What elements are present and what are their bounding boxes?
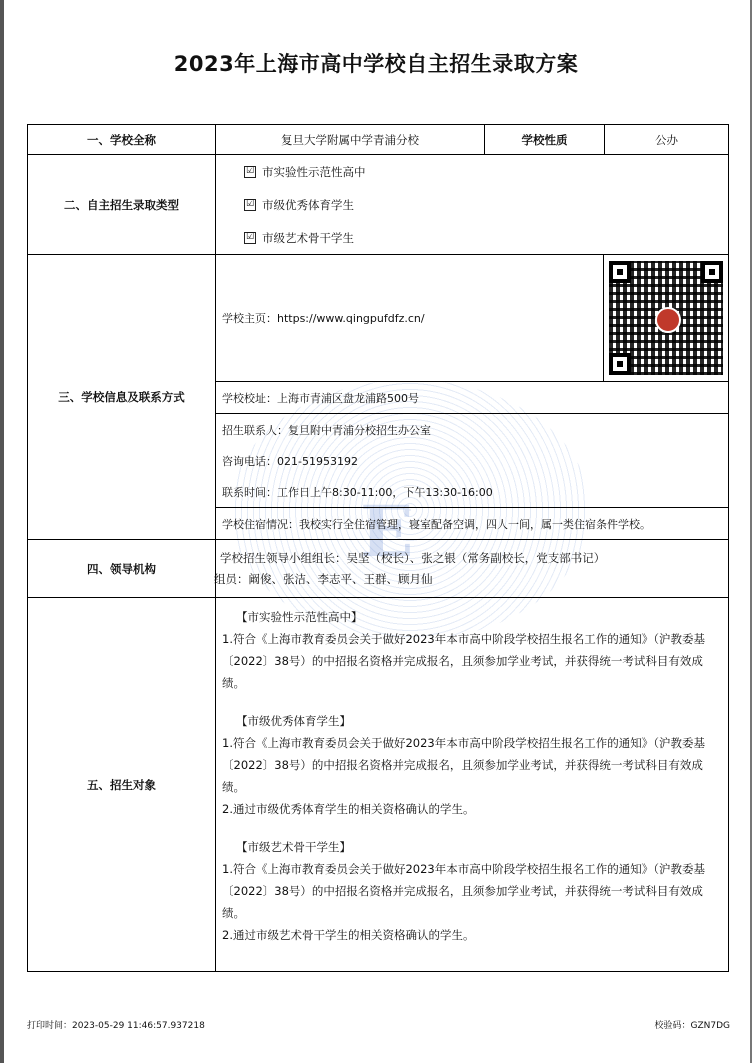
leadership-members: 组员：阚俊、张洁、李志平、王群、顾月仙 [214, 571, 433, 586]
admission-type-label: 市级艺术骨干学生 [262, 230, 354, 245]
verification-code: 校验码：GZN7DG [654, 1021, 730, 1031]
checkbox-checked-icon: ☑ [245, 199, 255, 209]
dormitory-info: 学校住宿情况：我校实行全住宿管理，寝室配备空调，四人一间，属一类住宿条件学校。 [222, 517, 651, 531]
school-seal-icon [655, 307, 681, 333]
row-label-admission-targets: 五、招生对象 [28, 598, 216, 972]
admission-type-label: 市实验性示范性高中 [262, 164, 366, 179]
requirement-line: 2.通过市级优秀体育学生的相关资格确认的学生。 [222, 802, 475, 816]
checkbox-checked-icon: ☑ [245, 232, 255, 242]
contact-phone: 咨询电话：021-51953192 [222, 454, 358, 468]
section-heading: 【市级优秀体育学生】 [236, 714, 351, 728]
admission-contact: 招生联系人：复旦附中青浦分校招生办公室 [222, 423, 431, 437]
admission-type-label: 市级优秀体育学生 [262, 197, 354, 212]
school-address: 学校校址：上海市青浦区盘龙浦路500号 [216, 382, 728, 414]
qr-code-image [609, 261, 723, 375]
print-time: 打印时间：2023-05-29 11:46:57.937218 [27, 1021, 205, 1031]
school-info-cell [216, 255, 729, 540]
watermark-logo: E [360, 490, 414, 573]
row-label-school-info: 三、学校信息及联系方式 [28, 255, 216, 540]
section-heading: 【市实验性示范性高中】 [236, 610, 363, 624]
document-title: 2023年上海市高中学校自主招生录取方案 [173, 52, 579, 76]
requirement-line: 2.通过市级艺术骨干学生的相关资格确认的学生。 [222, 928, 475, 942]
school-nature-label: 学校性质 [485, 125, 605, 155]
admission-type-item [216, 188, 728, 221]
admission-table [27, 124, 729, 972]
school-homepage: 学校主页：https://www.qingpufdfz.cn/ [222, 312, 425, 325]
school-name: 复旦大学附属中学青浦分校 [216, 125, 485, 155]
admission-type-item [216, 221, 728, 254]
section-heading: 【市级艺术骨干学生】 [236, 840, 351, 854]
requirement-line: 1.符合《上海市教育委员会关于做好2023年本市高中阶段学校招生报名工作的通知》（沪教委基〔2022〕38号）的中招报名资格并完成报名，且须参加学业考试，并获得统一考试科目有效成绩。 [222, 736, 705, 794]
admission-type-list [216, 155, 729, 255]
checkbox-checked-icon: ☑ [245, 166, 255, 176]
requirement-line: 1.符合《上海市教育委员会关于做好2023年本市高中阶段学校招生报名工作的通知》（沪教委基〔2022〕38号）的中招报名资格并完成报名，且须参加学业考试，并获得统一考试科目有效成绩。 [222, 632, 705, 690]
leadership-cell [216, 540, 729, 598]
admission-type-item [216, 155, 728, 188]
row-label-admission-type: 二、自主招生录取类型 [28, 155, 216, 255]
school-nature-value: 公办 [605, 125, 729, 155]
requirement-line: 1.符合《上海市教育委员会关于做好2023年本市高中阶段学校招生报名工作的通知》（沪教委基〔2022〕38号）的中招报名资格并完成报名，且须参加学业考试，并获得统一考试科目有效成绩。 [222, 862, 705, 920]
admission-targets-cell [216, 598, 729, 972]
row-label-leadership: 四、领导机构 [28, 540, 216, 598]
contact-hours: 联系时间：工作日上午8:30-11:00，下午13:30-16:00 [216, 476, 728, 508]
leadership-leaders: 学校招生领导小组组长：吴坚（校长）、张之银（常务副校长，党支部书记） [220, 550, 606, 565]
page-border [0, 0, 4, 1063]
row-label-school-name: 一、学校全称 [28, 125, 216, 155]
